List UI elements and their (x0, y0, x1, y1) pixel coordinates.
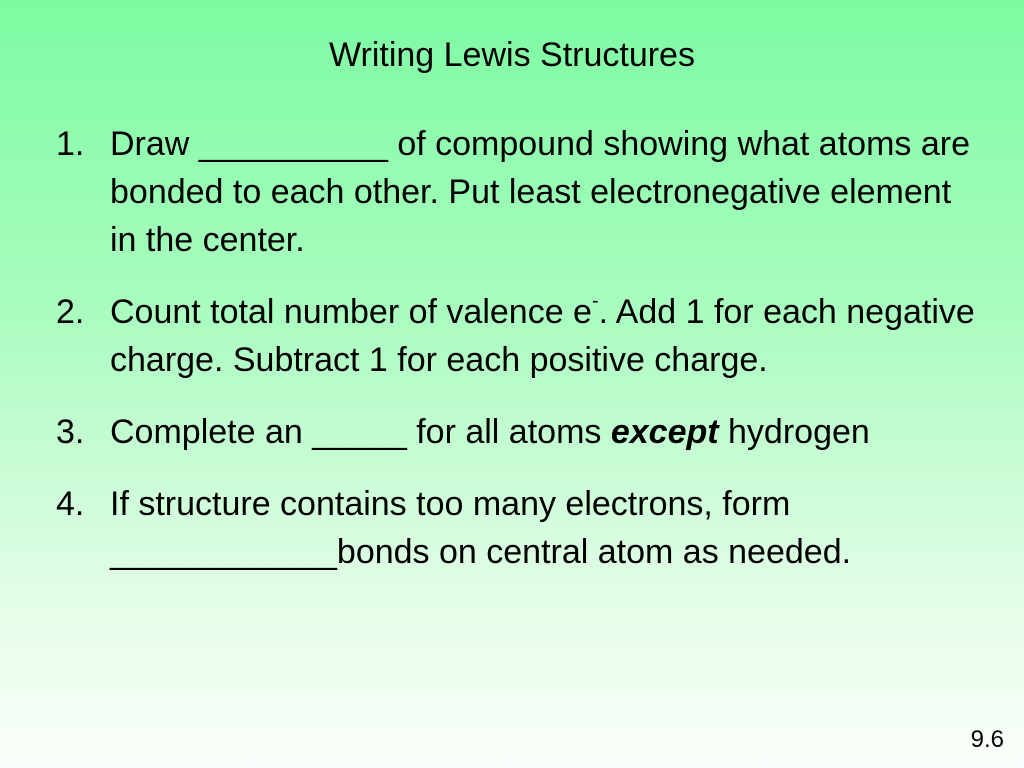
step-number: 3. (56, 413, 85, 451)
step-text-after: hydrogen (718, 413, 870, 451)
step-4 (56, 480, 976, 576)
step-text-after: . Add 1 for each negative charge. Subtract 1 for each positive charge. (110, 293, 975, 379)
step-number: 4. (56, 485, 85, 523)
step-text (110, 288, 976, 384)
slide-number: 9.6 (970, 726, 1004, 753)
emphasis-text: except (610, 413, 719, 451)
step-text-before: Complete an _____ for all atoms (110, 413, 611, 451)
step-text (110, 408, 976, 456)
step-text: If structure contains too many electrons, form ____________bonds on central atom as needed. (110, 485, 852, 571)
step-1 (56, 120, 976, 264)
step-3 (56, 408, 976, 456)
step-number: 2. (56, 293, 85, 331)
step-text: Draw __________ of compound showing what atoms are bonded to each other. Put least electronegative element in the center. (110, 125, 970, 259)
step-text-before: Count total number of valence e (110, 293, 592, 331)
step-2 (56, 288, 976, 384)
electron-superscript: - (591, 289, 599, 312)
steps-list (56, 120, 976, 600)
slide-title: Writing Lewis Structures (329, 36, 695, 74)
step-number: 1. (56, 125, 85, 163)
